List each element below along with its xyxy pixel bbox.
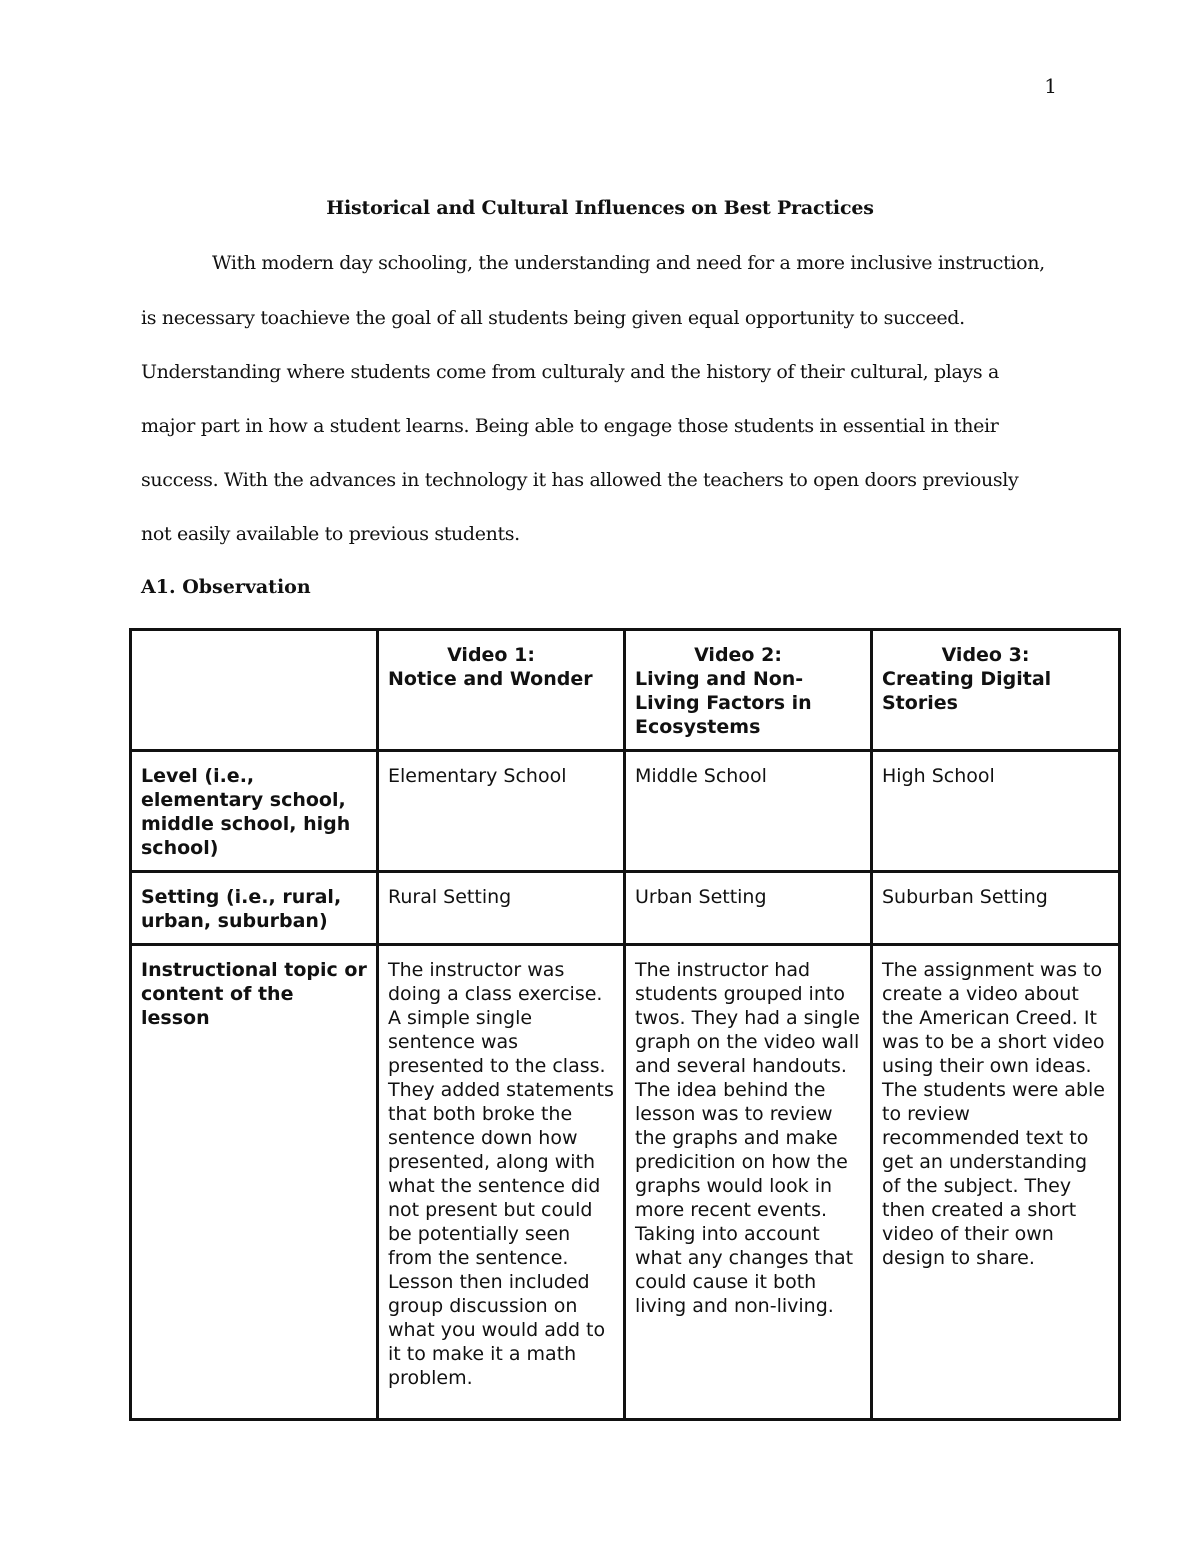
paragraph-line: With modern day schooling, the understanding and need for a more inclusive instruction,	[212, 252, 1045, 274]
table-corner-cell	[131, 630, 378, 751]
table-cell: The assignment was to create a video about the American Creed. It was to be a short video using their own ideas. The students were able to review recommended text to get an understanding of the subject. They then created a short video of their own design to share.	[872, 945, 1120, 1420]
table-cell: Elementary School	[378, 751, 625, 872]
observation-table	[129, 628, 1121, 1421]
column-header-video-1	[378, 630, 625, 751]
section-heading: A1. Observation	[141, 576, 311, 598]
column-header-number: Video 3:	[941, 644, 1030, 666]
table-cell: Suburban Setting	[872, 872, 1120, 945]
column-header-video-3	[872, 630, 1120, 751]
page-number: 1	[1044, 74, 1057, 98]
table-row-level	[131, 751, 1120, 872]
table-cell: Urban Setting	[625, 872, 872, 945]
table-row-setting	[131, 872, 1120, 945]
table-cell: The instructor had students grouped into twos. They had a single graph on the video wall and several handouts. The idea behind the lesson was to review the graphs and make predicition on how the graphs would look in more recent events. Taking into account what any changes that could cause it both living and non-living.	[625, 945, 872, 1420]
column-header-number: Video 1:	[447, 644, 535, 666]
paragraph-line: not easily available to previous students.	[141, 523, 520, 545]
table-cell: Middle School	[625, 751, 872, 872]
column-header-title: Notice and Wonder	[388, 668, 593, 690]
column-header-video-2	[625, 630, 872, 751]
column-header-title: Creating Digital Stories	[882, 668, 1052, 714]
row-label-instructional-topic: Instructional topic or content of the lesson	[131, 945, 378, 1420]
paragraph-line: Understanding where students come from culturaly and the history of their cultural, plays a	[141, 361, 999, 383]
row-label-level: Level (i.e., elementary school, middle school, high school)	[131, 751, 378, 872]
document-title: Historical and Cultural Influences on Best Practices	[326, 197, 874, 219]
column-header-number: Video 2:	[694, 644, 782, 666]
paragraph-line: success. With the advances in technology it has allowed the teachers to open doors previously	[141, 469, 1019, 491]
table-cell: The instructor was doing a class exercise. A simple single sentence was presented to the class. They added statements that both broke the sentence down how presented, along with what the sentence did not present but could be potentially seen from the sentence. Lesson then included group discussion on what you would add to it to make it a math problem.	[378, 945, 625, 1420]
table-cell: Rural Setting	[378, 872, 625, 945]
paragraph-line: major part in how a student learns. Being able to engage those students in essential in their	[141, 415, 999, 437]
column-header-title: Living and Non-Living Factors in Ecosystems	[635, 668, 812, 738]
row-label-setting: Setting (i.e., rural, urban, suburban)	[131, 872, 378, 945]
table-row-instructional-topic	[131, 945, 1120, 1420]
table-cell: High School	[872, 751, 1120, 872]
paragraph-line: is necessary toachieve the goal of all students being given equal opportunity to succeed.	[141, 307, 965, 329]
table-header-row	[131, 630, 1120, 751]
